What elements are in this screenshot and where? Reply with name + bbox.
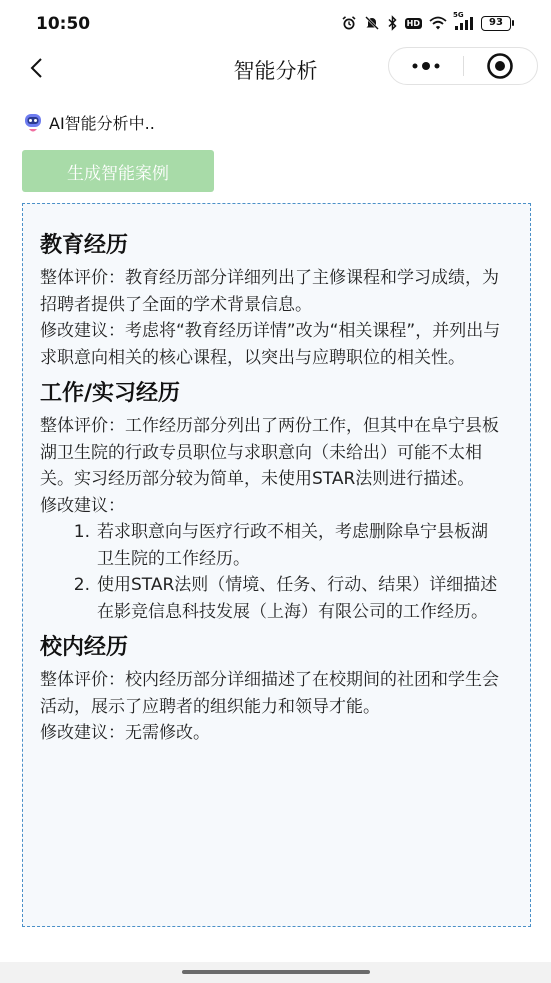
list-item [40, 519, 514, 572]
alarm-icon [341, 14, 357, 32]
more-button[interactable] [389, 48, 463, 84]
robot-icon [22, 112, 44, 134]
list-number: 1. [73, 522, 90, 542]
generate-case-button[interactable]: 生成智能案例 [22, 150, 214, 192]
bluetooth-icon [387, 14, 398, 32]
suggestion-text: 修改建议：无需修改。 [40, 723, 210, 743]
chevron-left-icon [29, 57, 43, 79]
signal-icon: 5G [454, 14, 474, 32]
analysis-status-text: AI智能分析中.. [49, 114, 155, 133]
list-text: 若求职意向与医疗行政不相关，考虑删除阜宁县板湖卫生院的工作经历。 [97, 522, 488, 569]
section-education [40, 230, 514, 371]
evaluation-text: 整体评价：教育经历部分详细列出了主修课程和学习成绩，为招聘者提供了全面的学术背景信息。 [40, 268, 499, 315]
hd-icon: HD [406, 18, 420, 28]
nav-bar [0, 46, 551, 92]
status-time: 10:50 [36, 14, 91, 34]
home-indicator[interactable] [182, 970, 370, 974]
section-title: 工作/实习经历 [40, 381, 181, 406]
evaluation-text: 整体评价：工作经历部分列出了两份工作，但其中在阜宁县板湖卫生院的行政专员职位与求职意向（未给出）可能不太相关。实习经历部分较为简单，未使用STAR法则进行描述。 [40, 416, 499, 489]
suggestion-text: 修改建议：考虑将“教育经历详情”改为“相关课程”，并列出与求职意向相关的核心课程，以突出与应聘职位的相关性。 [40, 321, 501, 368]
list-text: 使用STAR法则（情境、任务、行动、结果）详细描述在影竞信息科技发展（上海）有限公司的工作经历。 [97, 575, 498, 622]
section-campus [40, 632, 514, 747]
list-item [40, 572, 514, 625]
back-button[interactable] [20, 52, 52, 84]
mute-icon [364, 14, 380, 32]
status-bar [0, 0, 551, 46]
mini-program-capsule [388, 47, 538, 85]
gesture-bar [0, 962, 551, 983]
battery-icon: 93 [481, 16, 511, 31]
close-button[interactable] [464, 48, 537, 84]
more-dots-icon [411, 61, 441, 71]
section-title: 教育经历 [40, 233, 129, 258]
list-number: 2. [73, 575, 90, 595]
section-work [40, 378, 514, 625]
section-title: 校内经历 [40, 635, 129, 660]
analysis-status [22, 111, 155, 134]
suggestion-label: 修改建议： [40, 495, 125, 516]
target-icon [486, 52, 514, 80]
wifi-icon [429, 14, 447, 32]
page-title: 智能分析 [233, 59, 318, 83]
status-icons [341, 11, 511, 32]
evaluation-text: 整体评价：校内经历部分详细描述了在校期间的社团和学生会活动，展示了应聘者的组织能力和领导才能。 [40, 670, 499, 717]
analysis-result [22, 203, 531, 927]
suggestion-list [40, 519, 514, 625]
